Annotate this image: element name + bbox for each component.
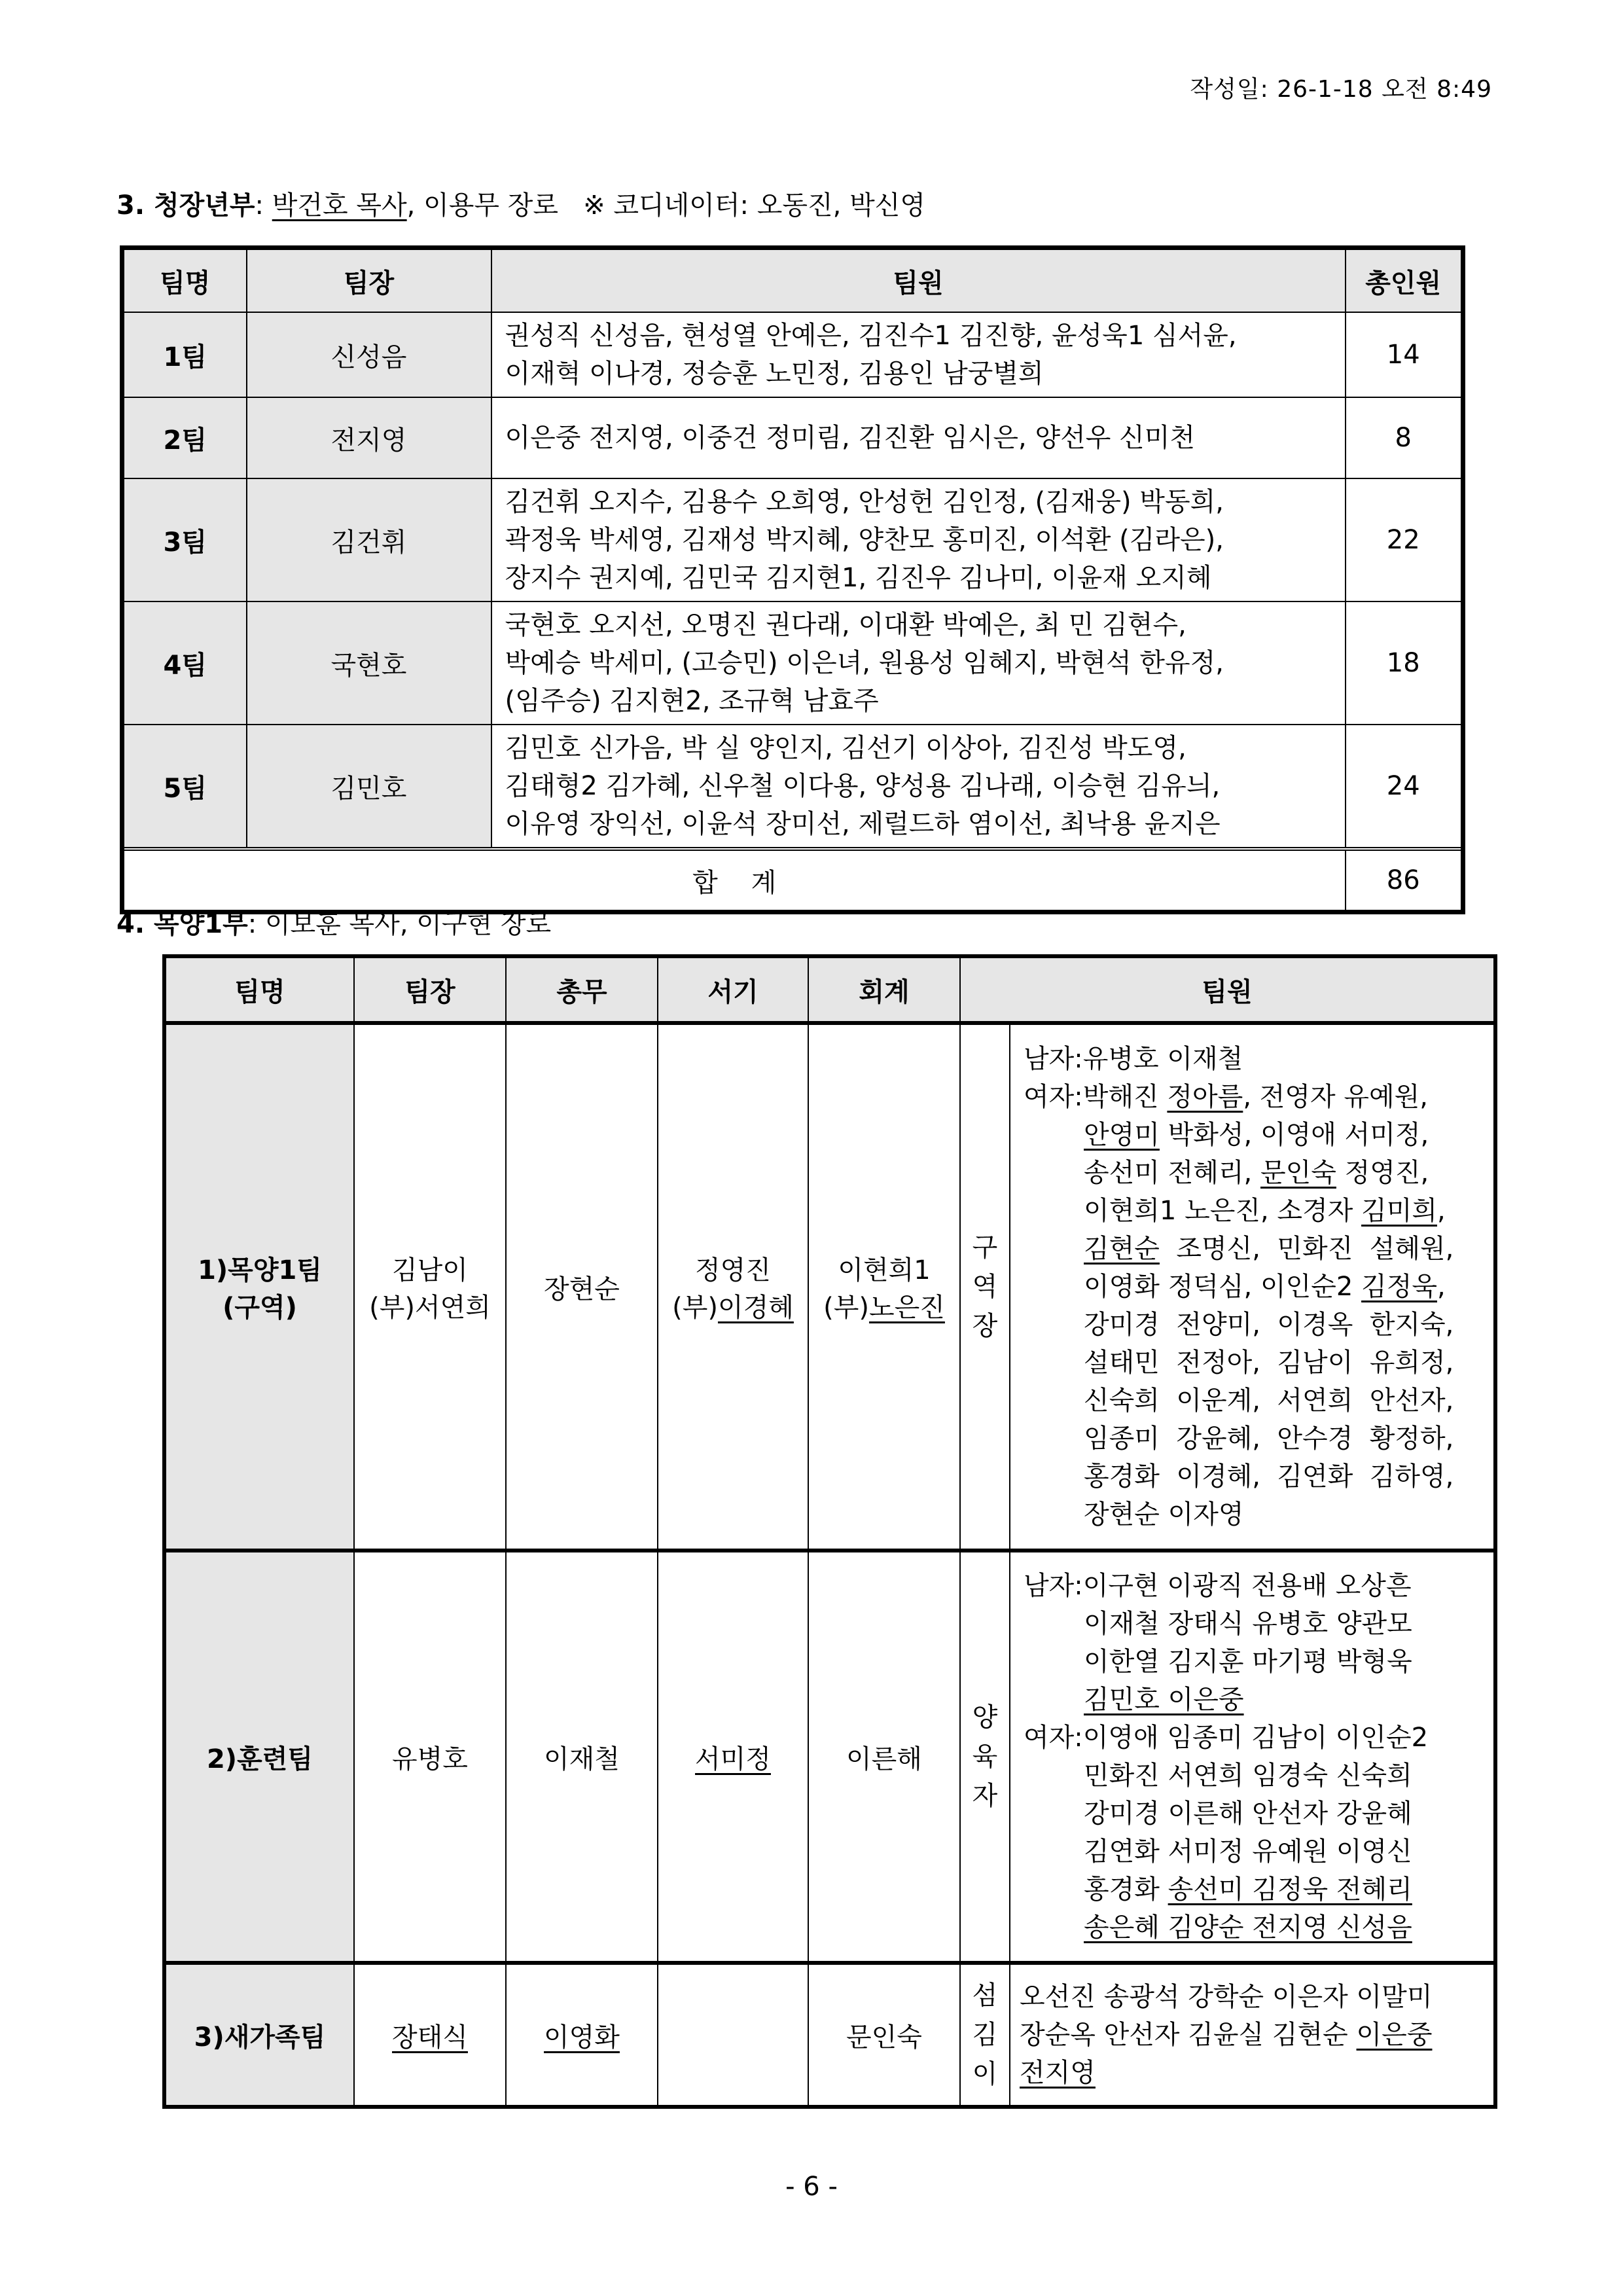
team-name: 3팀 (122, 478, 247, 601)
members-line (1024, 1458, 1480, 1496)
members-line: 이은중 전지영, 이중건 정미림, 김진환 임시은, 양선우 신미천 (505, 423, 1196, 453)
colon: : (255, 190, 272, 221)
underlined-name: 이은중 (1356, 2020, 1433, 2050)
member-names: 이현희1 노은진, 소경자 (1084, 1196, 1362, 1226)
members-line (1024, 1230, 1480, 1268)
members-line (1024, 1420, 1480, 1458)
col-header-total: 총인원 (1346, 248, 1463, 313)
members-line: (임주승) 김지현2, 조규혁 남효주 (505, 686, 879, 716)
clerk-line: 정영진 (695, 1255, 771, 1285)
section-4-rest: : 이보훈 목사, 이구현 장로 (247, 909, 552, 939)
clerk (658, 1023, 808, 1551)
team-total: 18 (1346, 601, 1463, 725)
clerk (658, 1551, 808, 1963)
team-leader (354, 1963, 506, 2107)
team-members (491, 601, 1346, 725)
col-header-treasurer: 회계 (808, 956, 960, 1023)
team-leader: 전지영 (247, 397, 491, 478)
team-name (164, 1023, 354, 1551)
treasurer: 문인숙 (808, 1963, 960, 2107)
section-3-heading: 3. 청장년부 (116, 190, 255, 221)
members-line (1024, 1757, 1480, 1795)
members-line (1024, 1078, 1480, 1116)
member-names: 이재철 장태식 유병호 양관모 (1084, 1609, 1412, 1639)
secretary-general: 장현순 (506, 1023, 658, 1551)
secretary-general (506, 1963, 658, 2107)
member-names: 이영애 임종미 김남이 이인순2 (1082, 1723, 1429, 1753)
role-char: 김 (972, 2020, 998, 2050)
team-total: 14 (1346, 312, 1463, 397)
underlined-name: 김현순 (1084, 1234, 1160, 1264)
members-line (1024, 1116, 1480, 1154)
col-header-secretary-general: 총무 (506, 956, 658, 1023)
members-line (1024, 1719, 1480, 1757)
table-row (122, 601, 1463, 725)
underlined-name: 전지영 (1020, 2058, 1096, 2088)
role-char: 육 (972, 1742, 998, 1772)
role-label (960, 1551, 1010, 1963)
team-name: 1팀 (122, 312, 247, 397)
members-line (1024, 1567, 1480, 1605)
sum-label: 합 계 (122, 849, 1346, 912)
team-leader: 신성음 (247, 312, 491, 397)
team-members (1010, 1551, 1495, 1963)
sum-total: 86 (1346, 849, 1463, 912)
members-line (1024, 1681, 1480, 1719)
member-names: 송선미 전혜리, (1084, 1158, 1260, 1188)
col-header-leader: 팀장 (354, 956, 506, 1023)
member-names: , 전영자 유예원, (1243, 1082, 1429, 1112)
team-leader: 김민호 (247, 725, 491, 849)
member-names: 이한열 김지훈 마기평 박형욱 (1084, 1647, 1412, 1677)
col-header-leader: 팀장 (247, 248, 491, 313)
secretary-general-name: 이영화 (544, 2022, 620, 2053)
team-leader: 유병호 (354, 1551, 506, 1963)
team-members (491, 312, 1346, 397)
clerk-deputy-name: 이경혜 (717, 1293, 794, 1323)
clerk (658, 1963, 808, 2107)
leader-line: 김남이 (392, 1255, 468, 1285)
members-line (1024, 1306, 1480, 1344)
underlined-name: 안영미 (1084, 1120, 1160, 1150)
underlined-name: 문인숙 (1260, 1158, 1336, 1188)
member-names: 강미경 이른해 안선자 강윤혜 (1084, 1799, 1412, 1829)
members-line (1024, 1909, 1480, 1946)
member-names: 장현순 이자영 (1084, 1499, 1244, 1530)
members-line (1024, 1871, 1480, 1909)
team-name: 4팀 (122, 601, 247, 725)
table-row (164, 1551, 1495, 1963)
col-header-team-name: 팀명 (122, 248, 247, 313)
created-date: 작성일: 26-1-18 오전 8:49 (1190, 76, 1492, 103)
underlined-name: 김미희 (1361, 1196, 1437, 1226)
team-name: 2팀 (122, 397, 247, 478)
role-label (960, 1963, 1010, 2107)
member-names: 오선진 송광석 강학순 이은자 이말미 (1020, 1982, 1433, 2012)
table-row (164, 1023, 1495, 1551)
member-names: 박화성, 이영애 서미정, (1159, 1120, 1429, 1150)
member-names: 신숙희 이운계, 서연희 안선자, (1084, 1386, 1454, 1416)
member-names: 조명신, 민화진 설혜원, (1159, 1234, 1454, 1264)
clerk-name: 서미정 (695, 1744, 771, 1774)
team-leader: 국현호 (247, 601, 491, 725)
member-names: 민화진 서연희 임경숙 신숙희 (1084, 1761, 1412, 1791)
team-name: 3)새가족팀 (164, 1963, 354, 2107)
members-line (1024, 1605, 1480, 1643)
secretary-general: 이재철 (506, 1551, 658, 1963)
section-4-title (116, 903, 551, 941)
table-header-row (122, 248, 1463, 313)
col-header-members: 팀원 (960, 956, 1495, 1023)
role-label (960, 1023, 1010, 1551)
team-members (1010, 1023, 1495, 1551)
member-names: 이영화 정덕심, 이인순2 (1084, 1272, 1362, 1302)
underlined-name: 정아름 (1167, 1082, 1243, 1112)
members-line (1024, 1268, 1480, 1306)
members-line: 김민호 신가음, 박 실 양인지, 김선기 이상아, 김진성 박도영, (505, 733, 1186, 763)
role-char: 이 (972, 2059, 998, 2089)
members-line (1024, 1382, 1480, 1420)
gender-label: 남자: (1024, 1571, 1083, 1601)
page-number: - 6 - (785, 2172, 838, 2202)
col-header-members: 팀원 (491, 248, 1346, 313)
member-names: , (1437, 1196, 1446, 1226)
members-line (1024, 1833, 1480, 1871)
team-members (491, 478, 1346, 601)
members-line: 권성직 신성음, 현성열 안예은, 김진수1 김진향, 윤성욱1 심서윤, (505, 321, 1237, 351)
members-line: 국현호 오지선, 오명진 권다래, 이대환 박예은, 최 민 김현수, (505, 610, 1186, 640)
member-names: 김연화 서미정 유예원 이영신 (1084, 1837, 1412, 1867)
table-row (122, 478, 1463, 601)
members-line: 이재혁 이나경, 정승훈 노민정, 김용인 남궁별희 (505, 359, 1044, 389)
table-row (122, 397, 1463, 478)
gender-label: 여자: (1024, 1082, 1083, 1112)
member-names: 강미경 전양미, 이경옥 한지숙, (1084, 1310, 1454, 1340)
members-line (1024, 1040, 1480, 1078)
member-names: 임종미 강윤혜, 안수경 황정하, (1084, 1424, 1454, 1454)
gender-label: 남자: (1024, 1044, 1083, 1074)
team-total: 24 (1346, 725, 1463, 849)
members-line (1024, 1344, 1480, 1382)
members-line (1024, 1643, 1480, 1681)
member-names: 홍경화 이경혜, 김연화 김하영, (1084, 1462, 1454, 1492)
deputy-prefix: (부) (672, 1293, 718, 1323)
underlined-name: 송선미 김정욱 전혜리 (1168, 1874, 1412, 1905)
team-total: 22 (1346, 478, 1463, 601)
role-char: 장 (972, 1311, 998, 1341)
members-line: 곽정욱 박세영, 김재성 박지혜, 양찬모 홍미진, 이석환 (김라은), (505, 525, 1224, 555)
member-names: 이구현 이광직 전용배 오상흔 (1082, 1571, 1412, 1601)
member-names: 유병호 이재철 (1082, 1044, 1243, 1074)
underlined-name: 김정욱 (1361, 1272, 1437, 1302)
table-header-row (164, 956, 1495, 1023)
team-leader: 김건휘 (247, 478, 491, 601)
team-members (491, 725, 1346, 849)
members-line: 박예승 박세미, (고승민) 이은녀, 원용성 임혜지, 박현석 한유정, (505, 648, 1224, 678)
team-name: 5팀 (122, 725, 247, 849)
team-members (491, 397, 1346, 478)
underlined-name: 송은혜 김양순 전지영 신성음 (1084, 1912, 1412, 1943)
underlined-name: 김민호 이은중 (1084, 1685, 1244, 1715)
members-line (1020, 2054, 1484, 2092)
treasurer-line (809, 1287, 959, 1324)
leader-name: 장태식 (392, 2022, 468, 2053)
team-name-line: (구역) (223, 1293, 297, 1323)
member-names: 정영진, (1336, 1158, 1429, 1188)
team-name: 2)훈련팀 (164, 1551, 354, 1963)
pastoral-1-team-table (162, 954, 1497, 2109)
member-names: 홍경화 (1084, 1874, 1168, 1905)
section-3-pastor: 박건호 목사 (272, 190, 407, 221)
col-header-team-name: 팀명 (164, 956, 354, 1023)
members-line: 이유영 장익선, 이윤석 장미선, 제럴드하 염이선, 최낙용 윤지은 (505, 809, 1221, 839)
members-line (1024, 1192, 1480, 1230)
member-names: , (1437, 1272, 1446, 1302)
members-line (1024, 1795, 1480, 1833)
role-char: 양 (972, 1702, 998, 1732)
leader-line: (부)서연희 (369, 1293, 491, 1323)
treasurer-line: 이현희1 (838, 1255, 931, 1285)
youth-adult-team-table (120, 245, 1465, 914)
table-row (122, 312, 1463, 397)
member-names: 장순옥 안선자 김윤실 김현순 (1020, 2020, 1357, 2050)
section-3-title (116, 185, 925, 222)
gender-label: 여자: (1024, 1723, 1083, 1753)
role-char: 역 (972, 1272, 998, 1302)
members-line: 김태형2 김가혜, 신우철 이다용, 양성용 김나래, 이승현 김유늬, (505, 771, 1221, 801)
member-names: 박해진 (1082, 1082, 1168, 1112)
members-line: 장지수 권지예, 김민국 김지현1, 김진우 김나미, 이윤재 오지혜 (505, 563, 1212, 593)
role-char: 구 (972, 1232, 998, 1263)
treasurer-deputy-name: 노은진 (868, 1293, 945, 1323)
section-3-rest: , 이용무 장로 ※ 코디네이터: 오동진, 박신영 (406, 190, 926, 221)
section-4-heading: 4. 목양1부 (116, 909, 248, 939)
table-row (122, 725, 1463, 849)
member-names: 설태민 전정아, 김남이 유희정, (1084, 1348, 1454, 1378)
role-char: 섬 (972, 1981, 998, 2011)
members-line (1024, 1496, 1480, 1534)
members-line (1020, 1978, 1484, 2016)
col-header-clerk: 서기 (658, 956, 808, 1023)
deputy-prefix: (부) (823, 1293, 869, 1323)
team-leader (354, 1023, 506, 1551)
treasurer (808, 1023, 960, 1551)
treasurer: 이른해 (808, 1551, 960, 1963)
clerk-line (658, 1287, 808, 1324)
members-line: 김건휘 오지수, 김용수 오희영, 안성헌 김인정, (김재웅) 박동희, (505, 487, 1224, 517)
members-line (1020, 2016, 1484, 2054)
table-row (164, 1963, 1495, 2107)
members-line (1024, 1154, 1480, 1192)
team-name-line: 1)목양1팀 (198, 1255, 322, 1285)
team-total: 8 (1346, 397, 1463, 478)
role-char: 자 (972, 1781, 998, 1811)
team-members (1010, 1963, 1495, 2107)
